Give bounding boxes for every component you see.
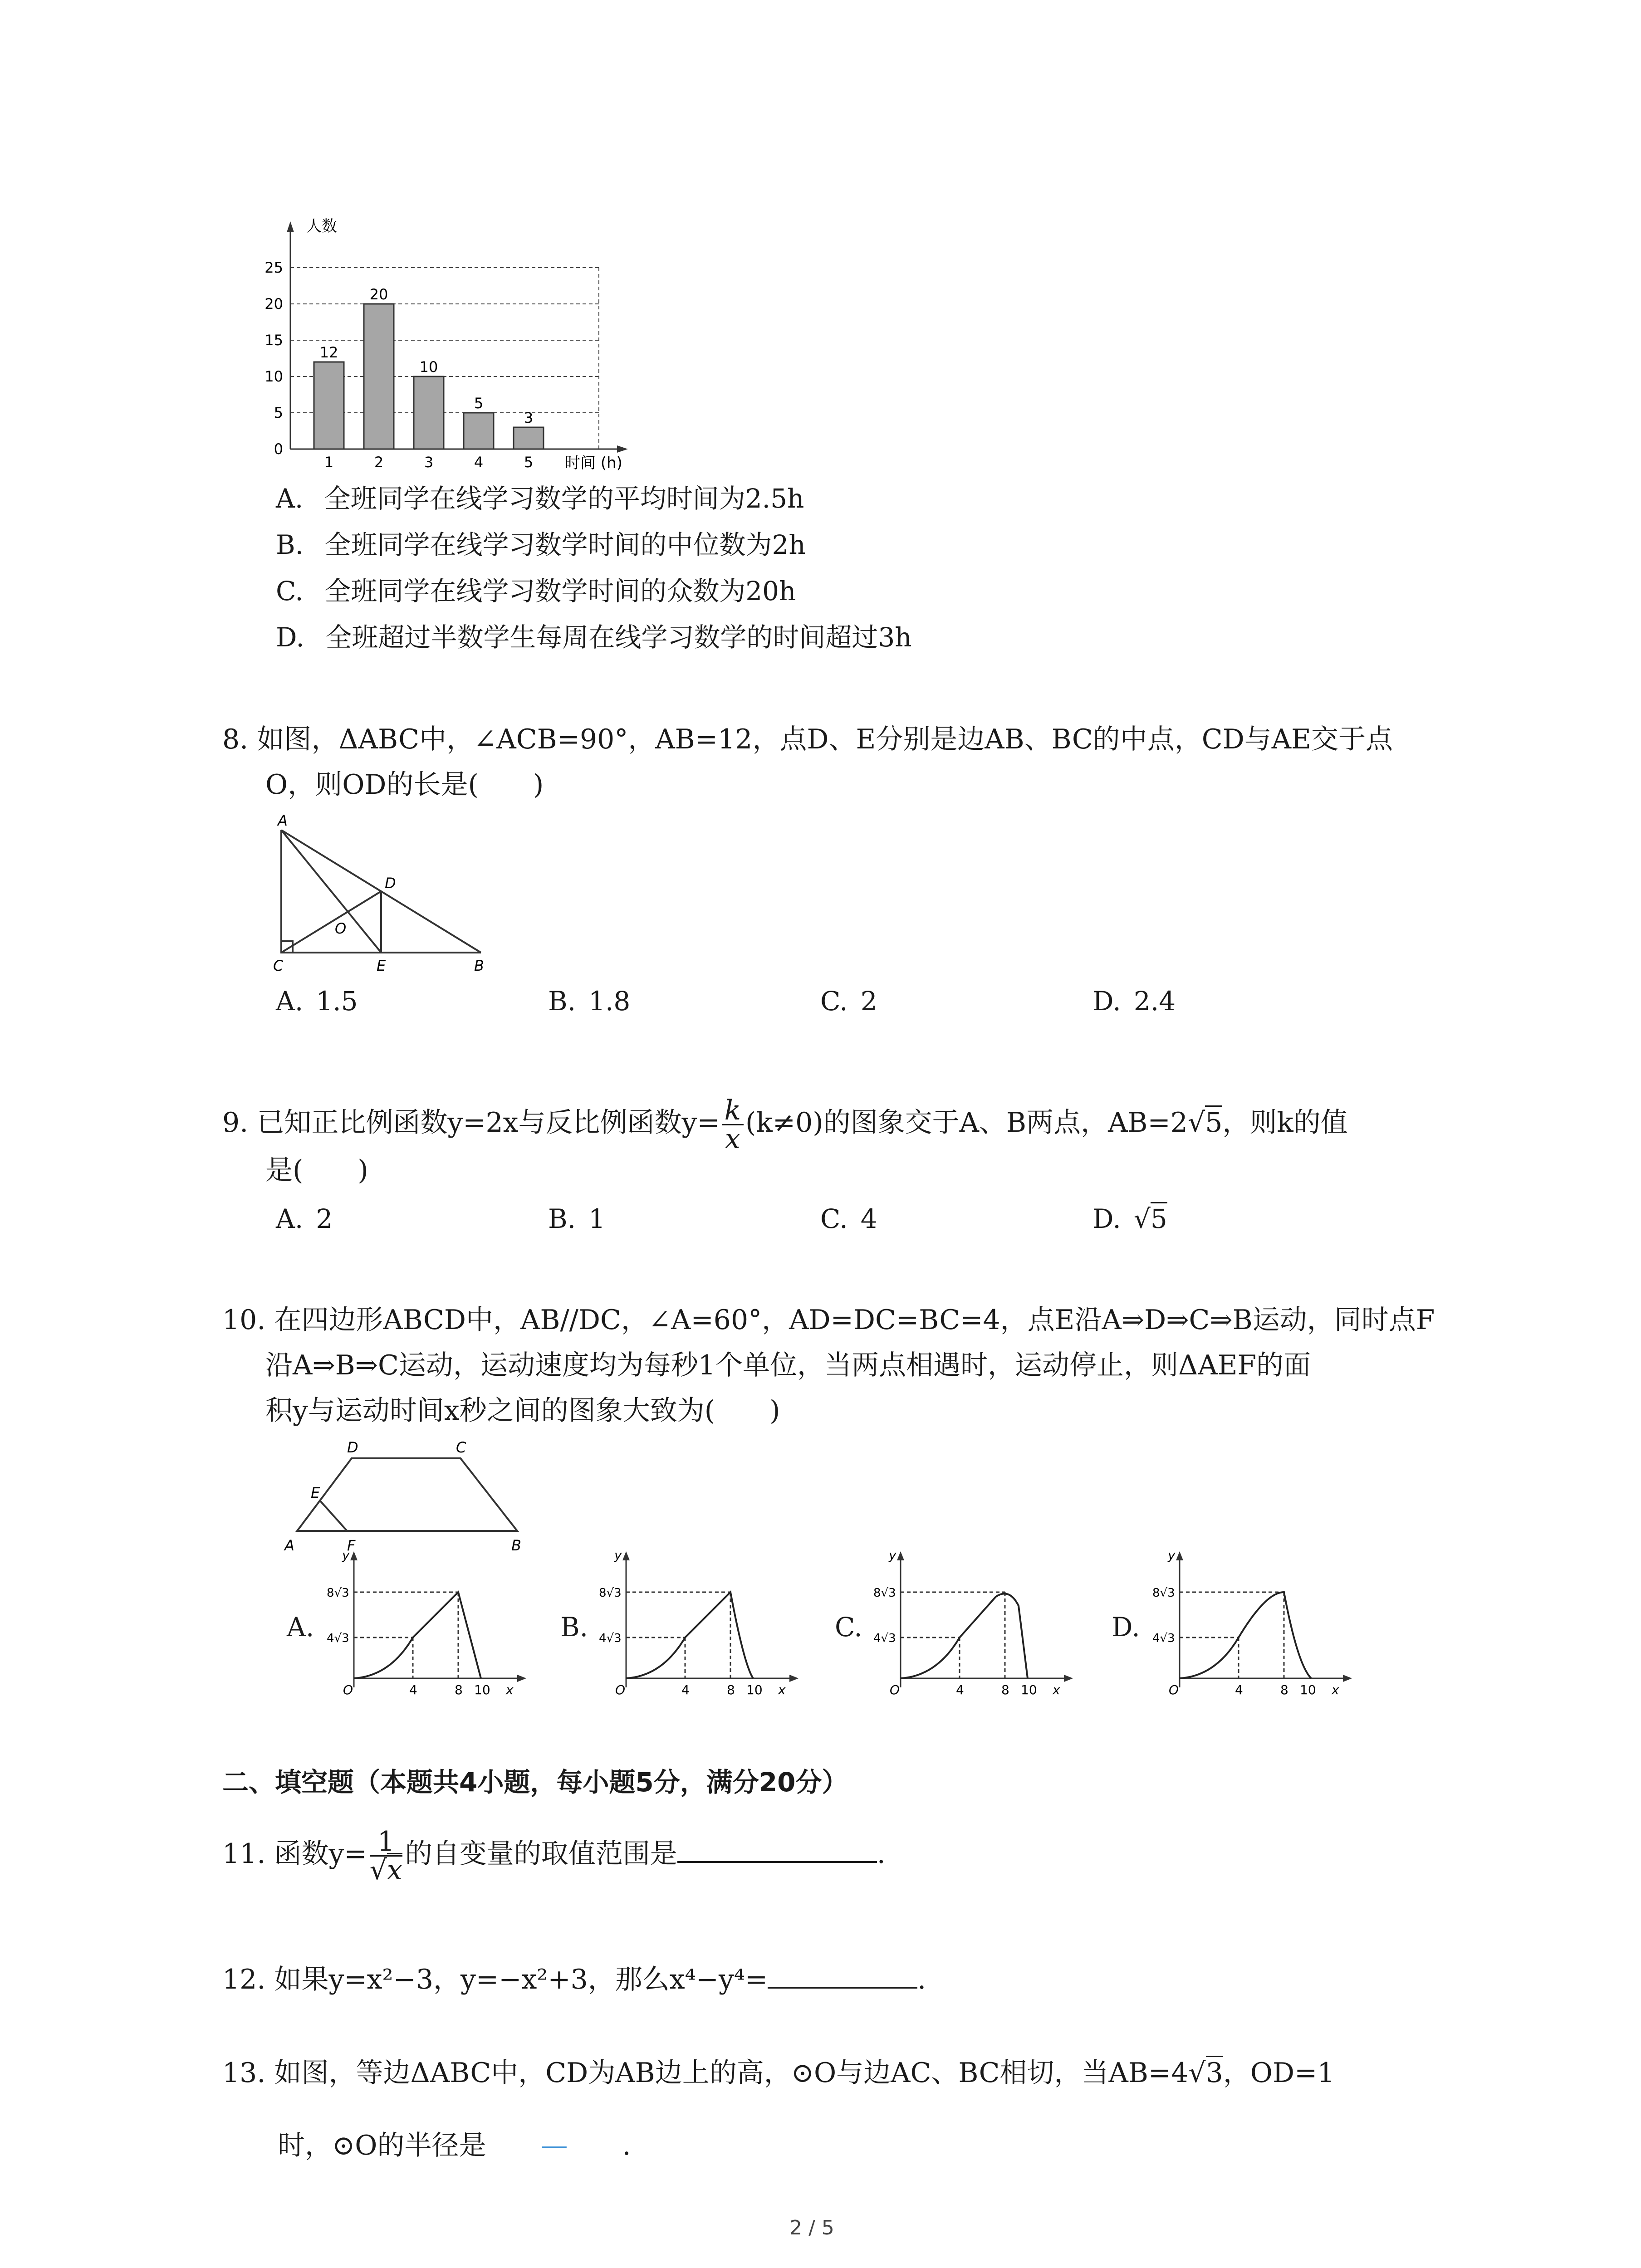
x-label: x — [506, 1682, 514, 1697]
x-tick-label: 3 — [424, 454, 434, 471]
y-arrow — [897, 1551, 904, 1560]
section-2-title: 二、填空题（本题共4小题，每小题5分，满分20分） — [222, 1767, 848, 1798]
q8-stem-line2: O，则OD的长是( ) — [265, 769, 544, 801]
tick-8r3: 8√3 — [327, 1586, 349, 1600]
label-e: E — [311, 1484, 320, 1501]
label-f: F — [347, 1537, 356, 1554]
q10-graph-b[interactable] — [599, 1547, 803, 1701]
q9-text-c: ，则k的值 — [1222, 1107, 1348, 1139]
option-text: 全班超过半数学生每周在线学习数学的时间超过3h — [325, 622, 912, 653]
fraction-numerator: k — [722, 1097, 744, 1125]
q10-graph-c[interactable] — [873, 1547, 1078, 1701]
bar — [514, 427, 544, 449]
bar-value-label: 3 — [524, 409, 534, 426]
y-arrow — [1176, 1551, 1183, 1560]
bar — [464, 413, 494, 449]
q13-answer-blank[interactable]: — — [540, 2130, 568, 2161]
q10-graph-a[interactable] — [327, 1547, 531, 1701]
fraction-denominator: x — [725, 1123, 740, 1155]
label-b: B — [511, 1537, 521, 1554]
chart-bars — [314, 286, 544, 449]
tick-10: 10 — [474, 1682, 490, 1697]
origin: O — [890, 1682, 900, 1697]
bar-value-label: 5 — [474, 395, 484, 412]
q10-option-a[interactable]: A. — [287, 1612, 314, 1642]
q9-option-b[interactable] — [548, 1203, 605, 1234]
label-b: B — [474, 957, 484, 974]
time-distribution-bar-chart — [254, 213, 662, 476]
fraction-numerator: 1 — [370, 1828, 402, 1857]
q13-stem-line1 — [222, 2059, 1335, 2087]
origin: O — [343, 1682, 353, 1697]
tick-8r3: 8√3 — [599, 1586, 622, 1600]
y-label: y — [614, 1548, 622, 1563]
tick-4: 4 — [1235, 1682, 1243, 1697]
bar — [364, 304, 394, 449]
q9-stem-line2: 是( ) — [265, 1154, 368, 1186]
q12-period: . — [917, 1964, 926, 1995]
option-letter: B. — [276, 529, 304, 560]
segment-ef — [320, 1501, 347, 1531]
q8-triangle-figure — [268, 812, 504, 980]
q8-option-b[interactable] — [548, 986, 631, 1017]
option-letter: A. — [276, 1203, 304, 1234]
option-text: 全班同学在线学习数学的平均时间为2.5h — [324, 483, 804, 514]
sqrt-3: √3 — [1188, 2056, 1223, 2089]
option-letter: C. — [820, 986, 848, 1017]
tick-10: 10 — [1021, 1682, 1037, 1697]
q13-period: . — [622, 2130, 631, 2161]
y-tick-label: 20 — [265, 295, 283, 313]
q10-option-c[interactable]: C. — [835, 1612, 862, 1642]
option-text: 2.4 — [1133, 986, 1176, 1017]
y-arrow — [622, 1551, 630, 1560]
option-text: 2 — [860, 986, 877, 1017]
curve — [901, 1593, 1028, 1678]
q10-option-d[interactable]: D. — [1112, 1612, 1140, 1642]
tick-4: 4 — [409, 1682, 417, 1697]
bar-value-label: 20 — [369, 286, 388, 303]
option-text: 1 — [588, 1203, 605, 1234]
q8-stem-line1: 8. 如图，ΔABC中，∠ACB=90°，AB=12，点D、E分别是边AB、BC的中点，CD与AE交于点 — [222, 723, 1393, 755]
y-label: y — [889, 1548, 896, 1563]
sqrt-radicand: 3 — [1206, 2056, 1223, 2089]
q12-answer-blank[interactable] — [768, 1964, 917, 1989]
option-letter: A. — [276, 986, 304, 1017]
y-tick-label: 0 — [274, 440, 283, 458]
q11-text-b: 的自变量的取值范围是 — [405, 1838, 677, 1870]
x-arrow — [789, 1675, 798, 1682]
q12-text: 12. 如果y=x²−3，y=−x²+3，那么x⁴−y⁴= — [222, 1964, 768, 1995]
y-axis-arrow — [287, 221, 294, 232]
fraction-k-over-x — [722, 1097, 744, 1153]
tick-4: 4 — [956, 1682, 964, 1697]
x-arrow — [1064, 1675, 1073, 1682]
segment-ae — [281, 830, 381, 953]
option-letter: C. — [820, 1203, 848, 1234]
option-text: 5 — [1151, 1202, 1167, 1234]
label-e: E — [377, 957, 386, 974]
q13-text-b: ，OD=1 — [1223, 2057, 1335, 2089]
y-axis-label: 人数 — [306, 217, 337, 235]
q13-text-a: 13. 如图，等边ΔABC中，CD为AB边上的高，⊙O与边AC、BC相切，当AB=4 — [222, 2057, 1189, 2089]
tick-4r3: 4√3 — [599, 1632, 622, 1645]
sqrt-5: √5 — [1188, 1105, 1222, 1139]
q10-option-b[interactable]: B. — [560, 1612, 588, 1642]
q10-graph-d[interactable] — [1152, 1547, 1357, 1701]
q8-option-d[interactable] — [1092, 986, 1176, 1017]
option-text: 全班同学在线学习数学时间的中位数为2h — [324, 529, 806, 560]
sqrt-5-option: √5 — [1134, 1203, 1167, 1234]
fraction-1-over-sqrt-x — [370, 1828, 402, 1884]
tick-8r3: 8√3 — [1152, 1586, 1175, 1600]
tick-4r3: 4√3 — [327, 1632, 349, 1645]
x-label: x — [778, 1682, 786, 1697]
option-letter: B. — [548, 986, 576, 1017]
bar-value-label: 10 — [419, 358, 438, 376]
q11-answer-blank[interactable] — [677, 1838, 877, 1863]
tick-4r3: 4√3 — [873, 1632, 896, 1645]
q13-stem-line2 — [278, 2132, 631, 2159]
option-text: 4 — [860, 1203, 877, 1234]
option-letter: D. — [1092, 986, 1121, 1017]
tick-8r3: 8√3 — [873, 1586, 896, 1600]
option-letter: A. — [276, 483, 304, 514]
y-label: y — [342, 1548, 350, 1563]
segment-cd — [281, 891, 381, 953]
tick-4: 4 — [681, 1682, 690, 1697]
q7-option-a[interactable] — [276, 485, 804, 512]
y-tick-label: 25 — [265, 259, 283, 276]
q9-text-b: (k≠0)的图象交于A、B两点，AB=2 — [745, 1107, 1188, 1139]
bar — [314, 362, 344, 449]
sqrt-radicand: 5 — [1205, 1105, 1222, 1139]
fraction-denominator: √x — [370, 1857, 402, 1884]
option-text: 全班同学在线学习数学时间的众数为20h — [324, 576, 796, 606]
y-tick-label: 10 — [265, 368, 283, 385]
option-text: 1.8 — [588, 986, 631, 1017]
tick-8: 8 — [455, 1682, 463, 1697]
x-tick-label: 4 — [474, 454, 484, 471]
option-letter: D. — [1092, 1203, 1121, 1234]
q10-trapezoid-figure — [279, 1433, 538, 1556]
q9-stem-line1 — [222, 1097, 1348, 1153]
y-arrow — [350, 1551, 358, 1560]
q7-option-c[interactable] — [276, 578, 796, 604]
tick-10: 10 — [746, 1682, 763, 1697]
label-d: D — [385, 875, 396, 892]
option-letter: B. — [548, 1203, 576, 1234]
q9-option-c[interactable] — [820, 1203, 877, 1234]
x-label: x — [1332, 1682, 1339, 1697]
tick-4r3: 4√3 — [1152, 1632, 1175, 1645]
tick-10: 10 — [1300, 1682, 1316, 1697]
x-arrow — [517, 1675, 526, 1682]
curve — [626, 1592, 753, 1678]
option-letter: C. — [276, 576, 304, 606]
page-number: 2 / 5 — [789, 2216, 834, 2239]
x-axis-arrow — [617, 445, 628, 453]
tick-8: 8 — [727, 1682, 735, 1697]
sqrt-radicand: x — [387, 1853, 402, 1886]
bar-value-label: 12 — [319, 344, 338, 361]
label-o: O — [335, 920, 347, 937]
q9-text-a: 9. 已知正比例函数y=2x与反比例函数y= — [222, 1107, 720, 1139]
q7-option-d[interactable] — [276, 622, 912, 653]
y-tick-label: 5 — [274, 404, 283, 421]
curve — [1180, 1592, 1311, 1678]
q13-text-c: 时，⊙O的半径是 — [278, 2130, 486, 2161]
tick-8: 8 — [1280, 1682, 1288, 1697]
origin: O — [615, 1682, 626, 1697]
y-tick-label: 15 — [265, 332, 283, 349]
q11-period: . — [877, 1838, 886, 1870]
y-label: y — [1168, 1548, 1176, 1563]
q11-stem — [222, 1828, 886, 1884]
q7-option-b[interactable] — [276, 529, 806, 560]
label-a: A — [284, 1537, 294, 1554]
bar — [414, 376, 444, 449]
q12-stem — [222, 1964, 926, 1993]
label-d: D — [347, 1439, 358, 1456]
option-text: 1.5 — [316, 986, 358, 1017]
label-c: C — [273, 957, 284, 974]
x-arrow — [1343, 1675, 1352, 1682]
q10-stem-line1: 10. 在四边形ABCD中，AB//DC，∠A=60°，AD=DC=BC=4，点E沿A⇒D⇒C⇒B运动，同时点F — [222, 1304, 1435, 1336]
x-tick-label: 2 — [374, 454, 384, 471]
q9-option-d[interactable] — [1092, 1203, 1167, 1234]
q11-text-a: 11. 函数y= — [222, 1838, 367, 1870]
q8-option-c[interactable] — [820, 986, 877, 1017]
q9-option-a[interactable] — [276, 1203, 333, 1234]
option-letter: D. — [276, 622, 304, 653]
x-tick-label: 5 — [524, 454, 534, 471]
x-label: x — [1053, 1682, 1060, 1697]
curve — [354, 1592, 481, 1678]
x-tick-label: 1 — [324, 454, 334, 471]
tick-8: 8 — [1001, 1682, 1009, 1697]
q10-stem-line3: 积y与运动时间x秒之间的图象大致为( ) — [265, 1395, 780, 1427]
x-axis-label: 时间 (h) — [565, 454, 622, 472]
q8-option-a[interactable] — [276, 986, 358, 1017]
origin: O — [1169, 1682, 1179, 1697]
label-a: A — [278, 812, 288, 829]
label-c: C — [456, 1439, 466, 1456]
option-text: 2 — [316, 1203, 333, 1234]
trapezoid-abcd — [297, 1458, 517, 1531]
q10-stem-line2: 沿A⇒B⇒C运动，运动速度均为每秒1个单位，当两点相遇时，运动停止，则ΔAEF的面 — [265, 1349, 1311, 1381]
